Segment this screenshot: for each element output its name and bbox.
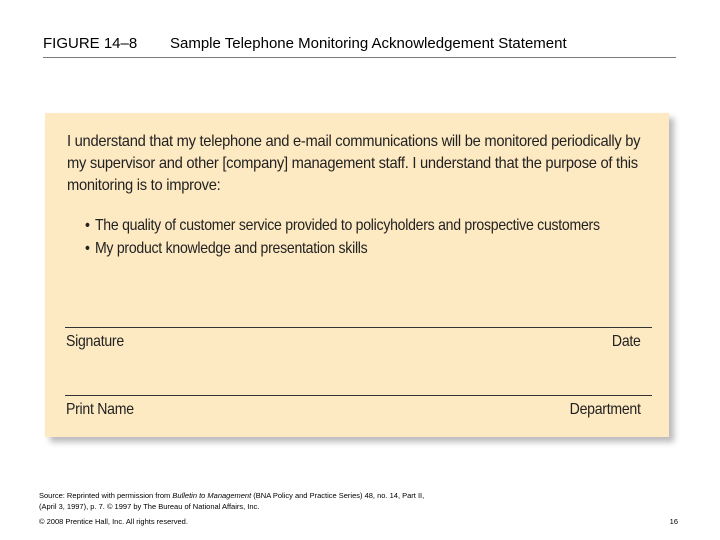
source-suffix: (BNA Policy and Practice Series) 48, no. 14, Part II, (April 3, 1997), p. 7. © 1997 by The Bureau of National Affairs, Inc.: [39, 491, 425, 511]
copyright-notice: © 2008 Prentice Hall, Inc. All rights reserved.: [39, 517, 188, 526]
signature-line: [65, 327, 652, 328]
signature-label: Signature: [66, 333, 124, 350]
figure-label: FIGURE 14–8: [43, 35, 138, 52]
print-name-line: [65, 395, 652, 396]
list-item: • The quality of customer service provided to policyholders and prospective customers: [85, 214, 648, 237]
date-label: Date: [612, 333, 641, 350]
purpose-list: [85, 214, 648, 260]
page-number: 16: [669, 517, 678, 526]
header-divider: [43, 57, 676, 58]
statement-paragraph: I understand that my telephone and e-mail communications will be monitored periodically by my supervisor and other [company] management staff. I understand that the purpose of this monitoring is to improve:: [67, 133, 641, 194]
acknowledgement-form: [45, 113, 669, 437]
department-label: Department: [570, 401, 641, 418]
source-citation: [39, 490, 439, 512]
source-prefix: Source: Reprinted with permission from: [39, 491, 173, 500]
source-publication: Bulletin to Management: [172, 491, 252, 500]
list-item: • My product knowledge and presentation skills: [85, 237, 648, 260]
figure-title: Sample Telephone Monitoring Acknowledgement Statement: [170, 35, 567, 52]
print-name-label: Print Name: [66, 401, 134, 418]
